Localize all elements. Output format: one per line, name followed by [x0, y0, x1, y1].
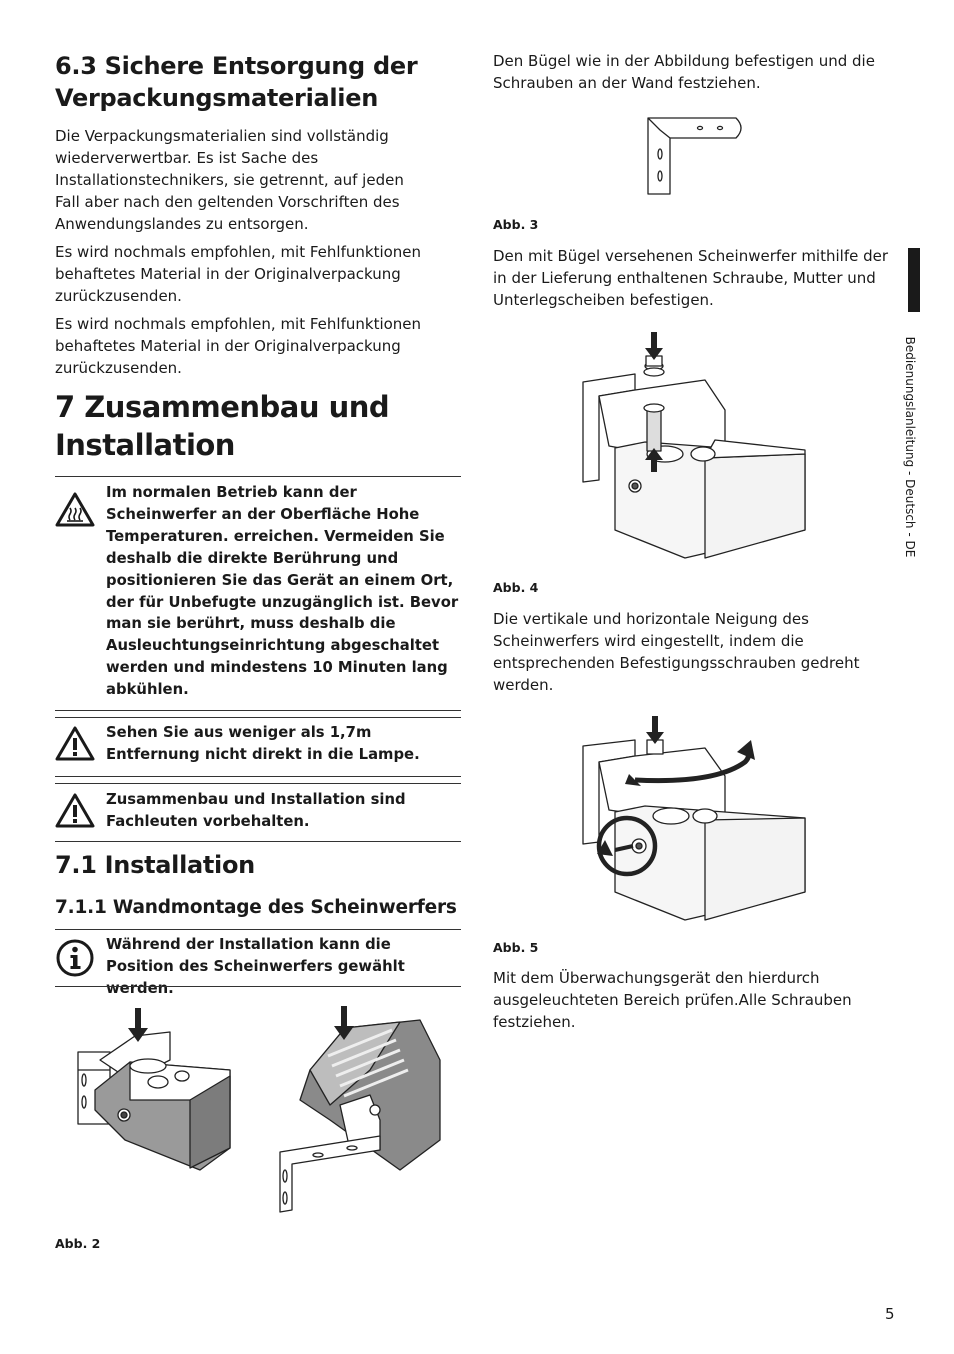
chapter-heading: 7 Zusammenbau und Installation [55, 390, 390, 462]
instruction-text [493, 245, 893, 311]
divider [55, 776, 461, 777]
notice-text: Im normalen Betrieb kann der Scheinwerfer an der Oberfläche Hohe Temperaturen. erreichen. Vermeiden Sie deshalb die direkte Berührung und positionieren Sie das Gerät an einem Ort, der für Unbefugte unzugänglich ist. Bevor man sie berührt, muss deshalb die Ausleuchtungseinrichtung abgeschaltet werden und mindestens 10 Minuten lang abkühlen. [106, 484, 459, 699]
instruction-text [493, 967, 893, 1033]
figure-5 [575, 712, 815, 922]
paragraph: Die Verpackungsmaterialien sind vollständig wiederverwertbar. Es ist Sache des Installationstechnikers, sie getrennt, auf jeden Fall aber nach den geltenden Vorschriften des Anwendungslandes zu entsorgen. [55, 127, 404, 233]
look-notice [55, 722, 461, 766]
paragraph: Die vertikale und horizontale Neigung des Scheinwerfers wird eingestellt, indem die entsprechenden Befestigungsschrauben gedreht werden. [493, 610, 860, 694]
figure-2 [70, 1000, 460, 1220]
paragraph: Mit dem Überwachungsgerät den hierdurch ausgeleuchteten Bereich prüfen.Alle Schrauben festziehen. [493, 969, 852, 1031]
figure-caption: Abb. 3 [493, 217, 539, 232]
divider [55, 986, 461, 987]
page-number: 5 [885, 1305, 895, 1323]
section-7-1 [55, 850, 461, 880]
paragraph: Es wird nochmals empfohlen, mit Fehlfunktionen behaftetes Material in der Originalverpackung zurückzusenden. [55, 315, 422, 377]
instruction-text [493, 608, 893, 696]
paragraph: Den mit Bügel versehenen Scheinwerfer mithilfe der in der Lieferung enthaltenen Schraube, Mutter und Unterlegscheiben befestigen. [493, 247, 889, 309]
divider [55, 929, 461, 930]
section-heading: 6.3 Sichere Entsorgung der Verpackungsmaterialien [55, 52, 418, 112]
notice-text: Während der Installation kann die Position des Scheinwerfers gewählt werden. [106, 936, 405, 997]
info-icon [55, 934, 97, 1000]
section-6-3-body [55, 125, 461, 379]
hot-surface-warning-icon [55, 482, 97, 701]
notice-text: Zusammenbau und Installation sind Fachleuten vorbehalten. [106, 791, 406, 830]
section-7 [55, 388, 461, 464]
divider [55, 783, 461, 784]
figure-caption: Abb. 5 [493, 940, 539, 955]
section-7-1-1 [55, 896, 461, 920]
warning-icon [55, 722, 97, 766]
figure-3 [640, 110, 750, 200]
notice-text: Sehen Sie aus weniger als 1,7m Entfernung nicht direkt in die Lampe. [106, 724, 420, 763]
section-6-3 [55, 50, 461, 114]
figure-caption: Abb. 4 [493, 580, 539, 595]
divider [55, 476, 461, 477]
divider [55, 710, 461, 711]
figure-4 [575, 330, 815, 565]
figure-caption: Abb. 2 [55, 1236, 101, 1251]
sidebar-label: Bedienungslanleitung - Deutsch - DE [903, 336, 917, 558]
experts-notice [55, 789, 461, 833]
section-heading: 7.1 Installation [55, 851, 255, 879]
divider [55, 841, 461, 842]
instruction-text [493, 50, 893, 94]
paragraph: Es wird nochmals empfohlen, mit Fehlfunktionen behaftetes Material in der Originalverpackung zurückzusenden. [55, 243, 422, 305]
warning-icon [55, 789, 97, 833]
info-notice [55, 934, 461, 1000]
hot-surface-notice [55, 482, 461, 701]
subsection-heading: 7.1.1 Wandmontage des Scheinwerfers [55, 897, 457, 918]
paragraph: Den Bügel wie in der Abbildung befestigen und die Schrauben an der Wand festziehen. [493, 52, 875, 92]
divider [55, 717, 461, 718]
